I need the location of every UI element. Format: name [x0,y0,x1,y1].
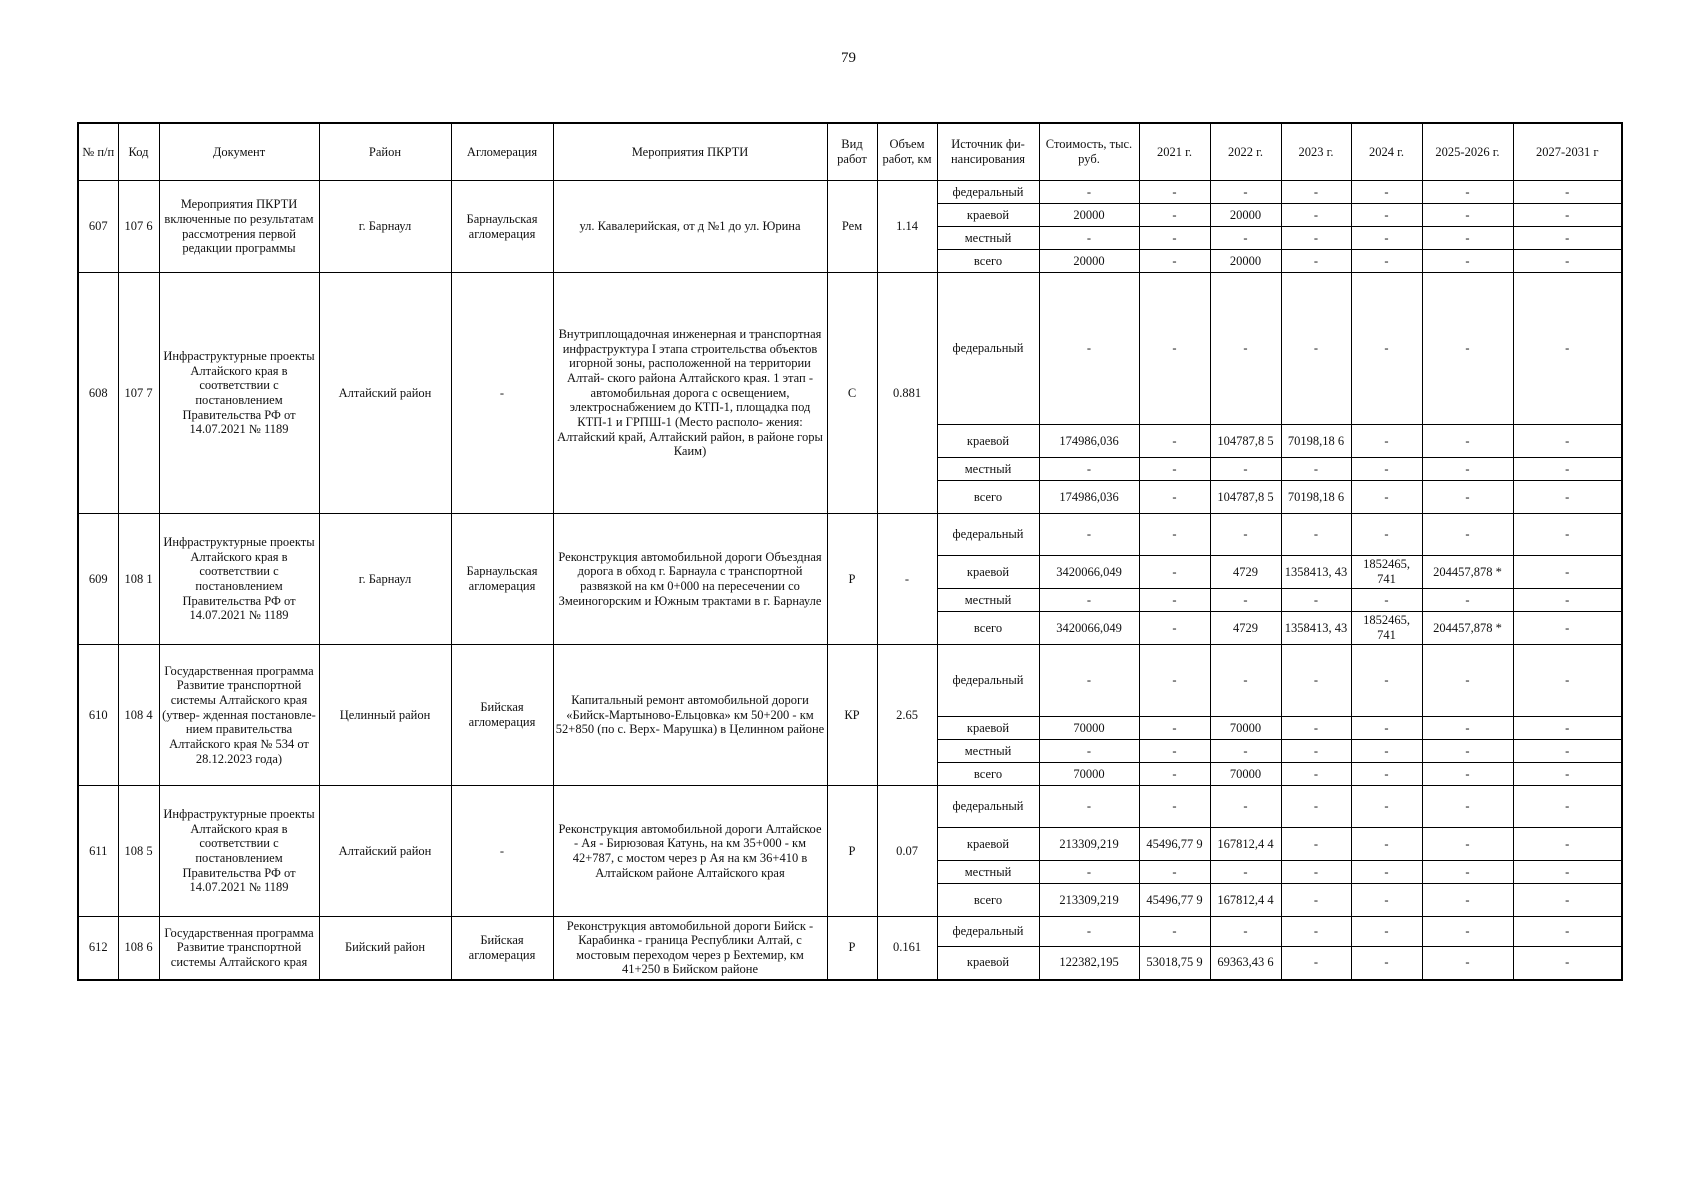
cost-value: - [1039,589,1139,612]
value-2024: - [1351,514,1422,556]
cost-value: - [1039,514,1139,556]
cost-value: 213309,219 [1039,884,1139,917]
value-2025-2026: - [1422,828,1513,861]
cost-value: - [1039,181,1139,204]
header-document: Документ [159,123,319,181]
value-2024: - [1351,250,1422,273]
value-2022: 167812,4 4 [1210,884,1281,917]
record-code: 108 6 [118,917,159,980]
header-work-type: Вид работ [827,123,877,181]
value-2027-2031: - [1513,181,1622,204]
record-volume: 0.07 [877,786,937,917]
funding-source: всего [937,612,1039,645]
value-2021: - [1139,425,1210,458]
record-volume: 0.881 [877,273,937,514]
value-2021: - [1139,645,1210,717]
record-district: Алтайский район [319,273,451,514]
value-2023: - [1281,589,1351,612]
header-volume: Объем работ, км [877,123,937,181]
value-2027-2031: - [1513,861,1622,884]
value-2022: 70000 [1210,763,1281,786]
value-2021: - [1139,514,1210,556]
value-2024: - [1351,425,1422,458]
value-2021: - [1139,740,1210,763]
record-measure: Внутриплощадочная инженерная и транспортная инфраструктура I этапа строительства объектов игорной зоны, расположенной на территории Алтай- ского района Алтайского края. 1 этап - автомобильная дорога с освещением, электроснабжением до КТП-1, площадка под КТП-1 и ГРПШ-1 (Место располо- жения: Алтайский край, Алтайский район, в районе горы Каим) [553,273,827,514]
funding-source: всего [937,250,1039,273]
value-2022: 4729 [1210,612,1281,645]
value-2023: - [1281,947,1351,980]
value-2021: - [1139,481,1210,514]
value-2027-2031: - [1513,589,1622,612]
funding-source: краевой [937,204,1039,227]
value-2025-2026: - [1422,204,1513,227]
value-2023: 1358413, 43 [1281,556,1351,589]
header-measure: Мероприятия ПКРТИ [553,123,827,181]
funding-source: всего [937,481,1039,514]
value-2024: - [1351,227,1422,250]
financing-table [77,122,1623,981]
cost-value: 122382,195 [1039,947,1139,980]
value-2024: - [1351,917,1422,947]
value-2024: - [1351,481,1422,514]
value-2022: 20000 [1210,250,1281,273]
record-agglomeration: - [451,273,553,514]
record-measure: Реконструкция автомобильной дороги Объездная дорога в обход г. Барнаула с транспортной развязкой на км 0+000 на пересечении со Змеиногорским и Южным трактами в г. Барнауле [553,514,827,645]
value-2021: 45496,77 9 [1139,828,1210,861]
header-2024: 2024 г. [1351,123,1422,181]
value-2023: - [1281,717,1351,740]
value-2021: - [1139,612,1210,645]
record-code: 108 4 [118,645,159,786]
record-code: 107 6 [118,181,159,273]
cost-value: 174986,036 [1039,481,1139,514]
value-2021: 53018,75 9 [1139,947,1210,980]
value-2023: 70198,18 6 [1281,481,1351,514]
value-2022: - [1210,917,1281,947]
value-2027-2031: - [1513,425,1622,458]
record-district: Целинный район [319,645,451,786]
value-2021: 45496,77 9 [1139,884,1210,917]
value-2023: - [1281,181,1351,204]
funding-source: краевой [937,828,1039,861]
header-row [78,123,1622,181]
value-2022: - [1210,861,1281,884]
record-work-type: Р [827,514,877,645]
value-2024: - [1351,717,1422,740]
record-document: Государственная программа Развитие транспортной системы Алтайского края (утвер- жденная постановле- нием правительства Алтайского края № 534 от 28.12.2023 года) [159,645,319,786]
funding-source: краевой [937,717,1039,740]
value-2022: 104787,8 5 [1210,481,1281,514]
record-measure: Реконструкция автомобильной дороги Бийск - Карабинка - граница Республики Алтай, с мостовым переходом через р Бехтемир, км 41+250 в Бийском районе [553,917,827,980]
value-2022: - [1210,273,1281,425]
header-cost: Стоимость, тыс. руб. [1039,123,1139,181]
page-number: 79 [841,50,856,66]
value-2024: - [1351,947,1422,980]
value-2023: - [1281,861,1351,884]
value-2024: - [1351,589,1422,612]
value-2022: - [1210,740,1281,763]
header-district: Район [319,123,451,181]
value-2024: - [1351,204,1422,227]
value-2027-2031: - [1513,514,1622,556]
value-2023: - [1281,740,1351,763]
record-document: Инфраструктурные проекты Алтайского края в соответствии с постановлением Правительства РФ от 14.07.2021 № 1189 [159,514,319,645]
funding-source: федеральный [937,273,1039,425]
value-2024: - [1351,828,1422,861]
cost-value: 20000 [1039,250,1139,273]
value-2023: - [1281,514,1351,556]
value-2022: - [1210,458,1281,481]
value-2024: - [1351,861,1422,884]
funding-source: всего [937,763,1039,786]
value-2024: - [1351,273,1422,425]
value-2027-2031: - [1513,556,1622,589]
value-2021: - [1139,786,1210,828]
record-measure: Реконструкция автомобильной дороги Алтайское - Ая - Бирюзовая Катунь, на км 35+000 - км 42+787, с мостом через р Ая на км 36+410 в Алтайском районе Алтайского края [553,786,827,917]
value-2024: - [1351,763,1422,786]
record-number: 608 [78,273,118,514]
value-2027-2031: - [1513,250,1622,273]
value-2023: - [1281,250,1351,273]
value-2027-2031: - [1513,740,1622,763]
funding-source: краевой [937,556,1039,589]
value-2025-2026: - [1422,645,1513,717]
value-2021: - [1139,250,1210,273]
header-2027-2031: 2027-2031 г [1513,123,1622,181]
value-2023: - [1281,763,1351,786]
funding-source: местный [937,861,1039,884]
value-2027-2031: - [1513,917,1622,947]
value-2023: - [1281,828,1351,861]
value-2025-2026: - [1422,786,1513,828]
header-source: Источник фи- нансирования [937,123,1039,181]
value-2023: - [1281,884,1351,917]
value-2025-2026: - [1422,425,1513,458]
cost-value: - [1039,458,1139,481]
value-2021: - [1139,181,1210,204]
record-code: 107 7 [118,273,159,514]
record-number: 610 [78,645,118,786]
value-2023: - [1281,273,1351,425]
header-2023: 2023 г. [1281,123,1351,181]
value-2027-2031: - [1513,717,1622,740]
value-2024: - [1351,884,1422,917]
value-2027-2031: - [1513,763,1622,786]
record-agglomeration: Бийская агломерация [451,917,553,980]
record-volume: 0.161 [877,917,937,980]
record-number: 609 [78,514,118,645]
record-document: Инфраструктурные проекты Алтайского края в соответствии с постановлением Правительства РФ от 14.07.2021 № 1189 [159,786,319,917]
table-row [78,917,1622,947]
value-2022: - [1210,227,1281,250]
record-volume: 1.14 [877,181,937,273]
value-2025-2026: 204457,878 * [1422,556,1513,589]
cost-value: 70000 [1039,763,1139,786]
value-2022: 69363,43 6 [1210,947,1281,980]
value-2025-2026: - [1422,861,1513,884]
value-2027-2031: - [1513,645,1622,717]
value-2027-2031: - [1513,828,1622,861]
record-code: 108 1 [118,514,159,645]
header-2025-2026: 2025-2026 г. [1422,123,1513,181]
cost-value: - [1039,917,1139,947]
value-2025-2026: - [1422,884,1513,917]
cost-value: - [1039,227,1139,250]
value-2023: - [1281,786,1351,828]
value-2022: 167812,4 4 [1210,828,1281,861]
value-2027-2031: - [1513,612,1622,645]
table-row [78,514,1622,556]
funding-source: всего [937,884,1039,917]
value-2027-2031: - [1513,481,1622,514]
value-2027-2031: - [1513,947,1622,980]
cost-value: 70000 [1039,717,1139,740]
value-2022: - [1210,589,1281,612]
cost-value: - [1039,786,1139,828]
value-2021: - [1139,589,1210,612]
value-2027-2031: - [1513,273,1622,425]
record-document: Мероприятия ПКРТИ включенные по результатам рассмотрения первой редакции программы [159,181,319,273]
value-2025-2026: - [1422,917,1513,947]
value-2025-2026: - [1422,589,1513,612]
record-number: 612 [78,917,118,980]
value-2023: - [1281,204,1351,227]
record-volume: - [877,514,937,645]
value-2024: 1852465, 741 [1351,612,1422,645]
table-row [78,181,1622,204]
funding-source: местный [937,458,1039,481]
value-2023: 1358413, 43 [1281,612,1351,645]
funding-source: местный [937,589,1039,612]
value-2027-2031: - [1513,227,1622,250]
cost-value: - [1039,861,1139,884]
value-2024: - [1351,786,1422,828]
header-num: № п/п [78,123,118,181]
value-2025-2026: - [1422,717,1513,740]
funding-source: федеральный [937,645,1039,717]
record-measure: ул. Кавалерийская, от д №1 до ул. Юрина [553,181,827,273]
value-2023: 70198,18 6 [1281,425,1351,458]
record-agglomeration: Барнаульская агломерация [451,181,553,273]
record-agglomeration: - [451,786,553,917]
value-2024: - [1351,181,1422,204]
table-row [78,645,1622,717]
value-2027-2031: - [1513,786,1622,828]
cost-value: 3420066,049 [1039,556,1139,589]
value-2021: - [1139,458,1210,481]
table-row [78,786,1622,828]
value-2025-2026: - [1422,740,1513,763]
funding-source: местный [937,740,1039,763]
header-code: Код [118,123,159,181]
value-2021: - [1139,917,1210,947]
value-2021: - [1139,556,1210,589]
value-2025-2026: 204457,878 * [1422,612,1513,645]
funding-source: федеральный [937,514,1039,556]
record-code: 108 5 [118,786,159,917]
value-2023: - [1281,458,1351,481]
value-2023: - [1281,645,1351,717]
value-2022: 4729 [1210,556,1281,589]
cost-value: - [1039,273,1139,425]
record-district: Алтайский район [319,786,451,917]
value-2022: - [1210,645,1281,717]
header-2021: 2021 г. [1139,123,1210,181]
record-district: Бийский район [319,917,451,980]
value-2027-2031: - [1513,204,1622,227]
value-2022: 104787,8 5 [1210,425,1281,458]
record-work-type: КР [827,645,877,786]
value-2027-2031: - [1513,884,1622,917]
value-2023: - [1281,227,1351,250]
funding-source: местный [937,227,1039,250]
record-district: г. Барнаул [319,514,451,645]
record-work-type: С [827,273,877,514]
cost-value: 213309,219 [1039,828,1139,861]
value-2025-2026: - [1422,947,1513,980]
value-2022: - [1210,514,1281,556]
record-work-type: Рем [827,181,877,273]
value-2024: 1852465, 741 [1351,556,1422,589]
cost-value: - [1039,740,1139,763]
value-2022: 70000 [1210,717,1281,740]
table-row [78,273,1622,425]
funding-source: краевой [937,947,1039,980]
value-2021: - [1139,717,1210,740]
cost-value: 3420066,049 [1039,612,1139,645]
funding-source: федеральный [937,181,1039,204]
value-2021: - [1139,861,1210,884]
cost-value: 20000 [1039,204,1139,227]
value-2021: - [1139,204,1210,227]
value-2022: - [1210,786,1281,828]
value-2024: - [1351,740,1422,763]
record-work-type: Р [827,786,877,917]
funding-source: краевой [937,425,1039,458]
funding-source: федеральный [937,917,1039,947]
record-document: Инфраструктурные проекты Алтайского края в соответствии с постановлением Правительства РФ от 14.07.2021 № 1189 [159,273,319,514]
record-volume: 2.65 [877,645,937,786]
value-2025-2026: - [1422,514,1513,556]
value-2025-2026: - [1422,250,1513,273]
record-measure: Капитальный ремонт автомобильной дороги «Бийск-Мартыново-Ельцовка» км 50+200 - км 52+850 (по с. Верх- Марушка) в Целинном районе [553,645,827,786]
value-2027-2031: - [1513,458,1622,481]
value-2021: - [1139,763,1210,786]
value-2022: 20000 [1210,204,1281,227]
record-number: 607 [78,181,118,273]
value-2024: - [1351,645,1422,717]
header-2022: 2022 г. [1210,123,1281,181]
record-district: г. Барнаул [319,181,451,273]
record-work-type: Р [827,917,877,980]
value-2025-2026: - [1422,227,1513,250]
value-2025-2026: - [1422,763,1513,786]
value-2021: - [1139,273,1210,425]
value-2025-2026: - [1422,273,1513,425]
funding-source: федеральный [937,786,1039,828]
value-2023: - [1281,917,1351,947]
value-2024: - [1351,458,1422,481]
value-2021: - [1139,227,1210,250]
value-2025-2026: - [1422,181,1513,204]
value-2025-2026: - [1422,481,1513,514]
cost-value: - [1039,645,1139,717]
header-agglomeration: Агломерация [451,123,553,181]
cost-value: 174986,036 [1039,425,1139,458]
value-2025-2026: - [1422,458,1513,481]
record-agglomeration: Бийская агломерация [451,645,553,786]
record-agglomeration: Барнаульская агломерация [451,514,553,645]
record-number: 611 [78,786,118,917]
record-document: Государственная программа Развитие транспортной системы Алтайского края [159,917,319,980]
value-2022: - [1210,181,1281,204]
